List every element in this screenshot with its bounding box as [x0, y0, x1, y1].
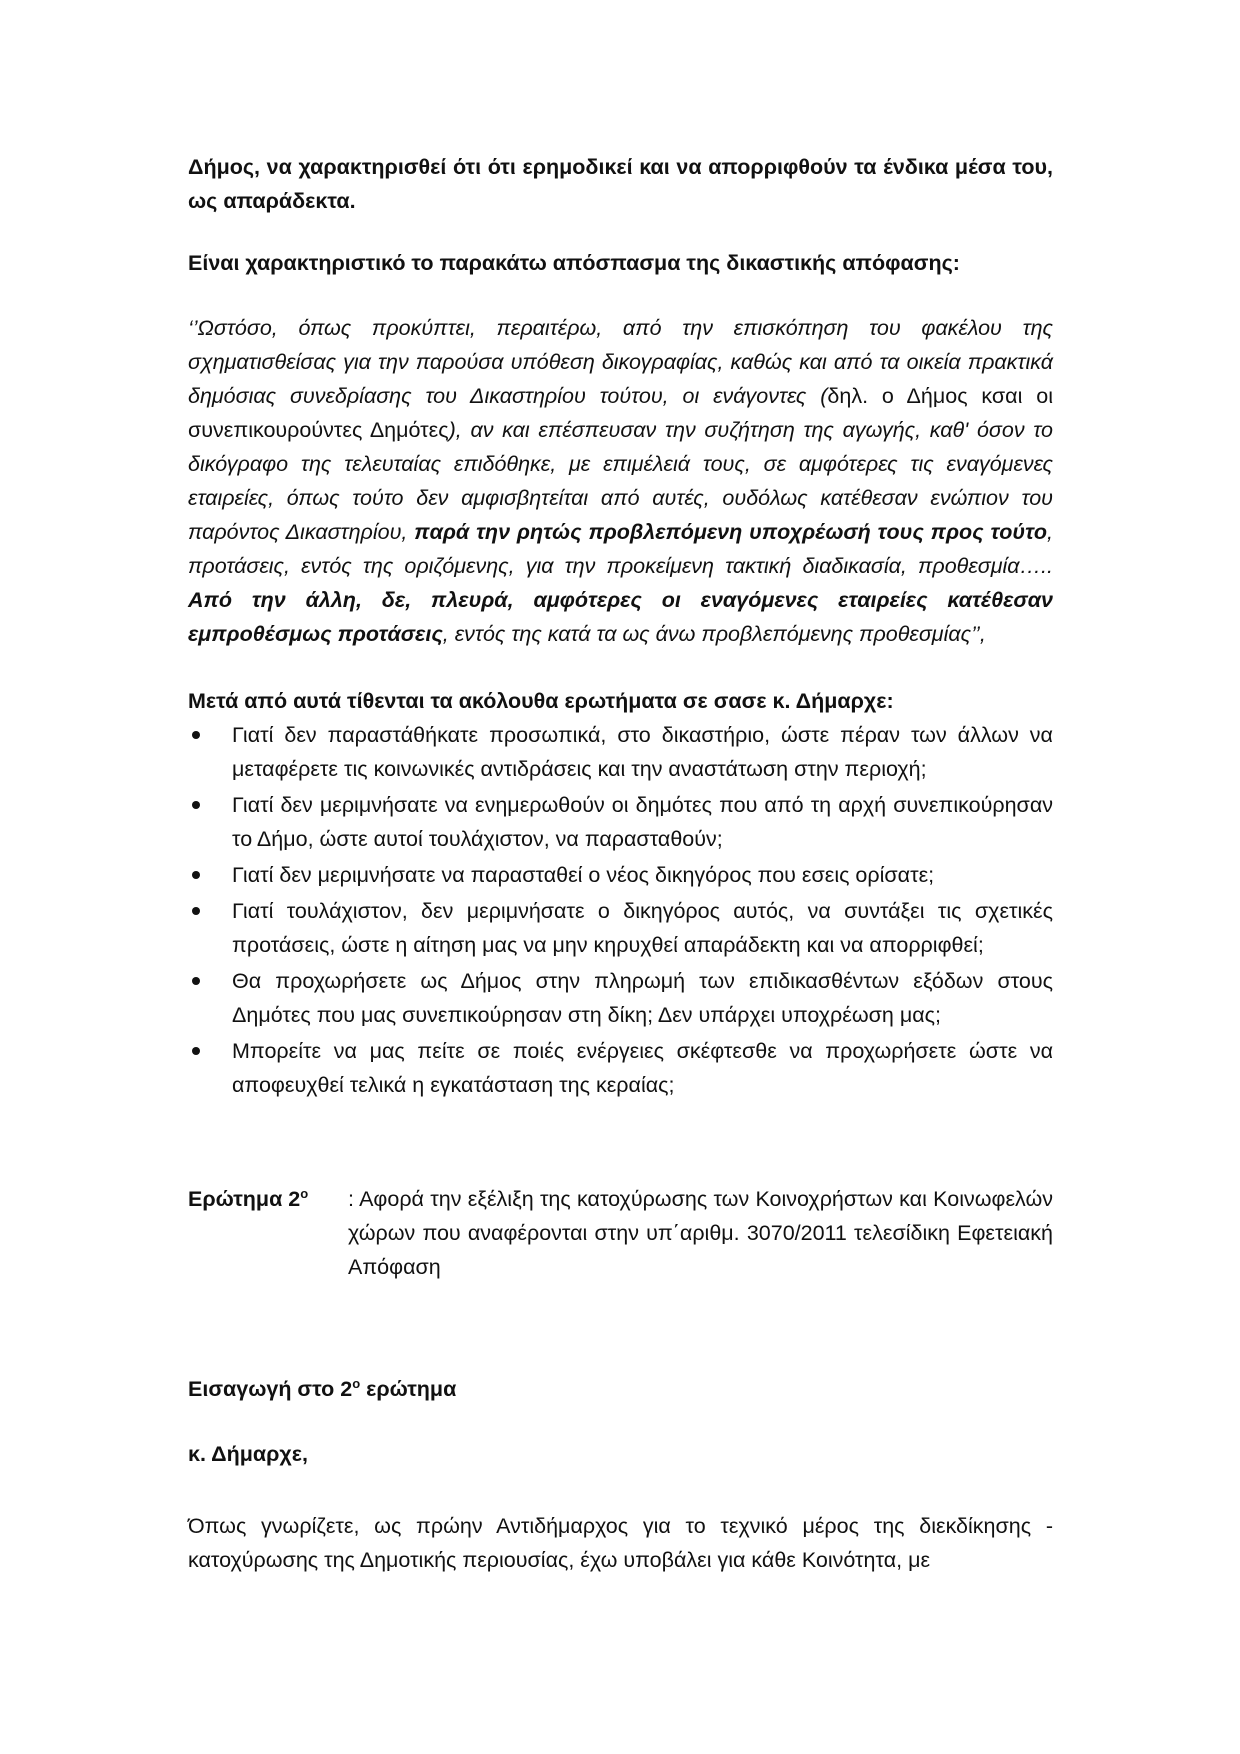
question-text: Γιατί δεν παραστάθήκατε προσωπικά, στο δικαστήριο, ώστε πέραν των άλλων να μεταφέρετε τις κοινωνικές αντιδράσεις και την αναστάτωση στην περιοχή; [232, 723, 1053, 781]
question-text: Μπορείτε να μας πείτε σε ποιές ενέργειες σκέφτεσθε να προχωρήσετε ώστε να αποφευχθεί τελικά η εγκατάσταση της κεραίας; [232, 1039, 1053, 1097]
list-item [188, 788, 1053, 856]
quote-segment: ‘’Ωστόσο, όπως προκύπτει, περαιτέρω, από την επισκόπηση του φακέλου της σχηματισθείσας για την παρούσα υπόθεση δικογραφίας, καθώς και από τα οικεία πρακτικά δημόσιας συνεδρίασης του Δικαστηρίου τούτου, οι ενάγοντες ( [188, 316, 1053, 408]
questions-heading: Μετά από αυτά τίθενται τα ακόλουθα ερωτήματα σε σασε κ. Δήμαρχε: [188, 689, 894, 713]
question-text: Γιατί δεν μεριμνήσατε να παρασταθεί ο νέος δικηγόρος που εσεις ορίσατε; [232, 863, 935, 887]
list-item [188, 858, 1053, 892]
list-item [188, 1034, 1053, 1102]
bullet-icon [192, 801, 200, 809]
intro-2-heading: Εισαγωγή στο $2^o$ ερώτημα [188, 1375, 457, 1401]
list-item [188, 718, 1053, 786]
quote-segment: , προτάσεις, εντός της οριζόμενης, για την προκείμενη τακτική διαδικασία, προθεσμία….. [188, 520, 1053, 578]
questions-list [188, 718, 1053, 1102]
list-item [188, 894, 1053, 962]
bullet-icon [192, 871, 200, 879]
document-body [188, 150, 1053, 1577]
question-text: Θα προχωρήσετε ως Δήμος στην πληρωμή των επιδικασθέντων εξόδων στους Δημότες που μας συνεπικούρησαν στη δίκη; Δεν υπάρχει υποχρέωση μας; [232, 969, 1053, 1027]
list-item [188, 964, 1053, 1032]
bullet-icon [192, 907, 200, 915]
question-text: Γιατί δεν μεριμνήσατε να ενημερωθούν οι δημότες που από τη αρχή συνεπικούρησαν το Δήμο, ώστε αυτοί τουλάχιστον, να παρασταθούν; [232, 793, 1053, 851]
closing-paragraph: Όπως γνωρίζετε, ως πρώην Αντιδήμαρχος για το τεχνικό μέρος της διεκδίκησης - κατοχύρωσης της Δημοτικής περιουσίας, έχω υποβάλει για κάθε Κοινότητα, με [188, 1514, 1053, 1572]
quote-segment: , εντός της κατά τα ως άνω προβλεπόμενης προθεσμίας’’, [442, 622, 986, 646]
question-2-text: : Αφορά την εξέλιξη της κατοχύρωσης των Κοινοχρήστων και Κοινωφελών χώρων που αναφέρονται στην υπ΄αριθμ. 3070/2011 τελεσίδικη Εφετειακή Απόφαση [348, 1187, 1053, 1279]
question-text: Γιατί τουλάχιστον, δεν μεριμνήσατε ο δικηγόρος αυτός, να συντάξει τις σχετικές προτάσεις, ώστε η αίτηση μας να μην κηρυχθεί απαράδεκτη και να απορριφθεί; [232, 899, 1053, 957]
quote-segment: ), αν και επέσπευσαν την συζήτηση της αγωγής, καθ' όσον το δικόγραφο της τελευταίας επιδόθηκε, με επιμέλειά τους, σε αμφότερες τις εναγόμενες εταιρείες, όπως τούτο δεν αμφισβητείται από αυτές, ουδόλως κατέθεσαν ενώπιον του παρόντος Δικαστηρίου, [188, 418, 1053, 544]
quote-emphasis: παρά την ρητώς προβλεπόμενη υποχρέωσή τους προς τούτο [414, 520, 1048, 544]
bullet-icon [192, 977, 200, 985]
bullet-icon [192, 731, 200, 739]
quote-emphasis: Από την άλλη, δε, πλευρά, αμφότερες οι εναγόμενες εταιρείες κατέθεσαν εμπροθέσμως προτάσεις [188, 588, 1053, 646]
excerpt-heading: Είναι χαρακτηριστικό το παρακάτω απόσπασμα της δικαστικής απόφασης: [188, 251, 960, 275]
question-2-label: Ερώτημα $2^o$ [188, 1185, 309, 1211]
question-2-block [188, 1182, 1053, 1284]
court-quote [188, 311, 1053, 651]
salutation: κ. Δήμαρχε, [188, 1442, 308, 1466]
quote-segment-plain: δηλ. ο Δήμος κσαι οι συνεπικουρούντες Δημότες [188, 384, 1053, 442]
intro-paragraph: Δήμος, να χαρακτηρισθεί ότι ότι ερημοδικεί και να απορριφθούν τα ένδικα μέσα του, ως απαράδεκτα. [188, 155, 1053, 213]
bullet-icon [192, 1047, 200, 1055]
